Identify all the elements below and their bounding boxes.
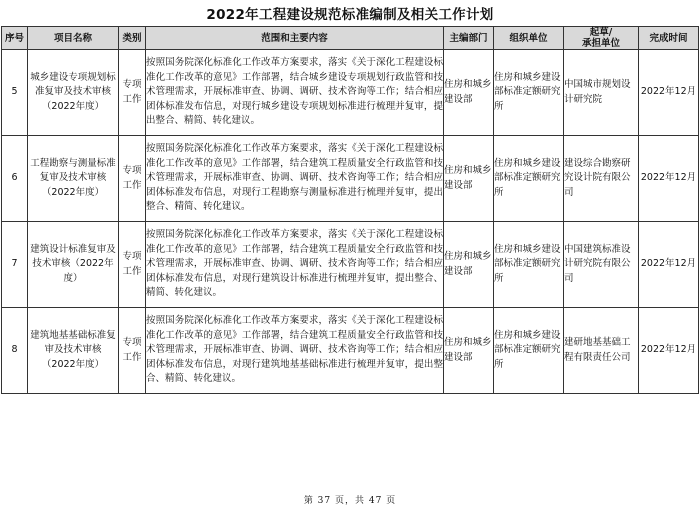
row-dept: 住房和城乡建设部 xyxy=(444,136,494,222)
row-drafter: 建研地基基础工程有限责任公司 xyxy=(564,308,639,394)
row-category: 专项工作 xyxy=(119,222,146,308)
header-drafter-line1: 起草/ xyxy=(589,27,613,38)
page-footer: 第 37 页，共 47 页 xyxy=(303,496,397,506)
table-row xyxy=(2,222,699,308)
table-row xyxy=(2,308,699,394)
row-num: 7 xyxy=(2,222,28,308)
header-category: 类别 xyxy=(119,27,146,50)
row-scope: 按照国务院深化标准化工作改革方案要求，落实《关于深化工程建设标准化工作改革的意见》工作部署，结合建筑工程质量安全行政监管和技术管理需求，开展标准审查、协调、调研、技术咨询等工作；结合相应团体标准发布信息，对现行建筑地基基础标准进行梳理并复审，提出整合、精简、转化建议。 xyxy=(146,308,444,394)
row-org: 住房和城乡建设部标准定额研究所 xyxy=(494,136,564,222)
row-time: 2022年12月 xyxy=(639,136,699,222)
header-dept: 主编部门 xyxy=(444,27,494,50)
header-drafter xyxy=(564,27,639,50)
row-project-name: 城乡建设专项规划标准复审及技术审核（2022年度） xyxy=(28,50,119,136)
row-dept: 住房和城乡建设部 xyxy=(444,50,494,136)
row-scope: 按照国务院深化标准化工作改革方案要求，落实《关于深化工程建设标准化工作改革的意见》工作部署，结合建筑工程质量安全行政监管和技术管理需求，开展标准审查、协调、调研、技术咨询等工作；结合相应团体标准发布信息，对现行建筑设计标准进行梳理并复审，提出整合、精简、转化建议。 xyxy=(146,222,444,308)
row-category: 专项工作 xyxy=(119,136,146,222)
row-drafter: 中国城市规划设计研究院 xyxy=(564,50,639,136)
row-dept: 住房和城乡建设部 xyxy=(444,222,494,308)
row-org: 住房和城乡建设部标准定额研究所 xyxy=(494,308,564,394)
row-project-name: 工程勘察与测量标准复审及技术审核（2022年度） xyxy=(28,136,119,222)
header-scope: 范围和主要内容 xyxy=(146,27,444,50)
header-name: 项目名称 xyxy=(28,27,119,50)
row-time: 2022年12月 xyxy=(639,222,699,308)
header-time: 完成时间 xyxy=(639,27,699,50)
row-num: 8 xyxy=(2,308,28,394)
header-drafter-line2: 承担单位 xyxy=(581,38,620,49)
row-category: 专项工作 xyxy=(119,50,146,136)
table-row xyxy=(2,136,699,222)
header-num: 序号 xyxy=(2,27,28,50)
row-org: 住房和城乡建设部标准定额研究所 xyxy=(494,222,564,308)
row-scope: 按照国务院深化标准化工作改革方案要求，落实《关于深化工程建设标准化工作改革的意见》工作部署，结合城乡建设专项规划行政监管和技术管理需求，开展标准审查、协调、调研、技术咨询等工作；结合相应团体标准发布信息，对现行城乡建设专项规划标准进行梳理并复审，提出整合、精简、转化建议。 xyxy=(146,50,444,136)
row-org: 住房和城乡建设部标准定额研究所 xyxy=(494,50,564,136)
work-plan-table xyxy=(1,26,699,394)
row-drafter: 建设综合勘察研究设计院有限公司 xyxy=(564,136,639,222)
table-header-row xyxy=(2,27,699,50)
document-title: 2022年工程建设规范标准编制及相关工作计划 xyxy=(206,7,494,23)
row-category: 专项工作 xyxy=(119,308,146,394)
row-time: 2022年12月 xyxy=(639,308,699,394)
table-row xyxy=(2,50,699,136)
header-org: 组织单位 xyxy=(494,27,564,50)
row-num: 5 xyxy=(2,50,28,136)
row-num: 6 xyxy=(2,136,28,222)
row-dept: 住房和城乡建设部 xyxy=(444,308,494,394)
row-scope: 按照国务院深化标准化工作改革方案要求，落实《关于深化工程建设标准化工作改革的意见》工作部署，结合建筑工程质量安全行政监管和技术管理需求，开展标准审查、协调、调研、技术咨询等工作；结合相应团体标准发布信息，对现行工程勘察与测量标准进行梳理并复审，提出整合、精简、转化建议。 xyxy=(146,136,444,222)
row-project-name: 建筑设计标准复审及技术审核（2022年度） xyxy=(28,222,119,308)
row-project-name: 建筑地基基础标准复审及技术审核（2022年度） xyxy=(28,308,119,394)
row-drafter: 中国建筑标准设计研究院有限公司 xyxy=(564,222,639,308)
row-time: 2022年12月 xyxy=(639,50,699,136)
